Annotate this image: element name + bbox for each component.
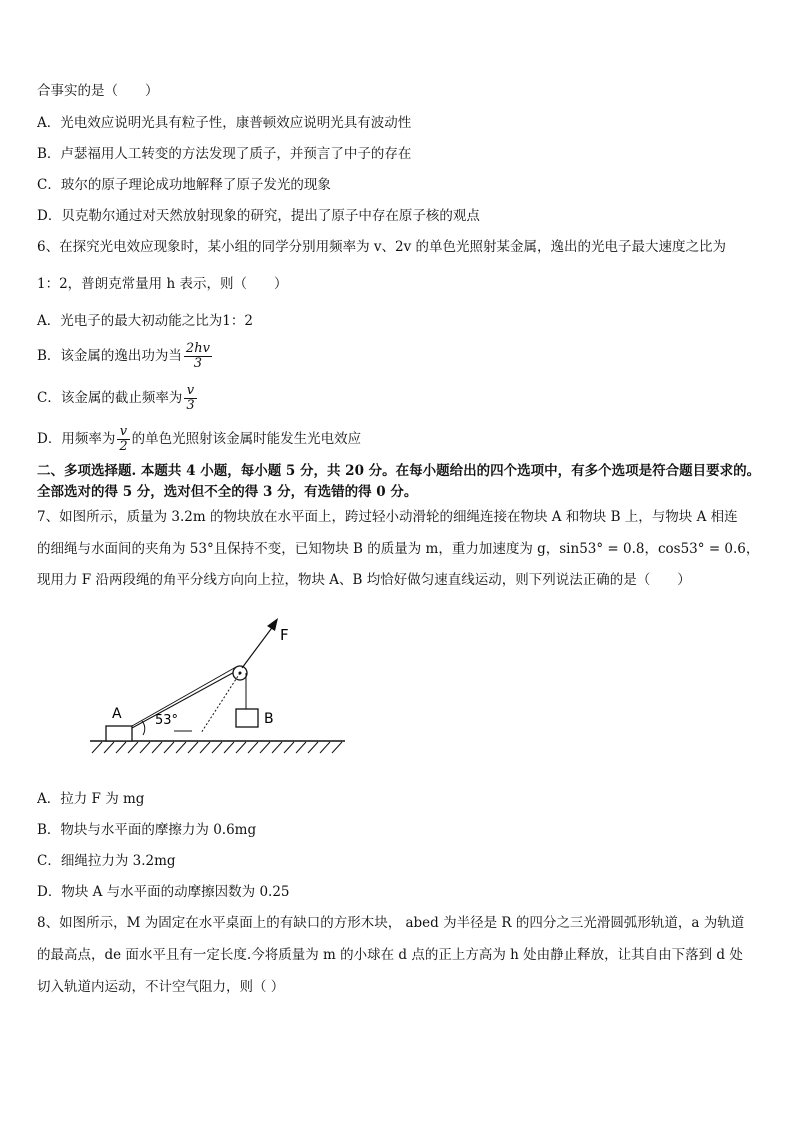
fraction-numerator: v [184, 384, 196, 399]
label-b: B [264, 711, 274, 727]
q6-option-d-fraction [117, 425, 129, 454]
q7-option-b: B．物块与水平面的摩擦力为 0.6mg [37, 822, 257, 838]
q8-stem-line3: 切入轨道内运动，不计空气阻力，则（ ） [37, 979, 285, 995]
q7-option-d: D．物块 A 与水平面的动摩擦因数为 0.25 [37, 884, 290, 900]
rope-segment-a-lower [132, 669, 240, 728]
q7-pulley-diagram [70, 605, 360, 765]
q6-option-c-fraction [184, 384, 196, 413]
section2-heading-line1: 二、多项选择题. 本题共 4 小题，每小题 5 分，共 20 分。在每小题给出的四个选项中，有多个选项是符合题目要求的。 [37, 463, 761, 479]
q8-stem-line2: 的最高点，de 面水平且有一定长度.今将质量为 m 的小球在 d 点的正上方高为 h 处由静止释放，让其自由下落到 d 处 [37, 947, 743, 963]
section2-heading-line2: 全部选对的得 5 分，选对但不全的得 3 分，有选错的得 0 分。 [37, 484, 418, 500]
q5-option-d: D．贝克勒尔通过对天然放射现象的研究，提出了原子中存在原子核的观点 [37, 208, 480, 224]
q6-stem-line1: 6、在探究光电效应现象时，某小组的同学分别用频率为 v、2v 的单色光照射某金属，逸出的光电子最大速度之比为 [37, 239, 727, 255]
q6-option-a: A．光电子的最大初动能之比为1：2 [37, 313, 253, 329]
force-f-arrowhead [267, 618, 278, 631]
bisector-dashed-line [201, 673, 240, 733]
q6-option-d [37, 425, 361, 454]
q5-option-c: C．玻尔的原子理论成功地解释了原子发光的现象 [37, 177, 331, 193]
q8-stem-line1: 8、如图所示，M 为固定在水平桌面上的有缺口的方形木块， abed 为半径是 R 的四分之三光滑圆弧形轨道，a 为轨道 [37, 915, 745, 931]
fraction-denominator: 3 [193, 356, 203, 371]
q6-option-b [37, 342, 214, 371]
q6-option-b-fraction [184, 342, 212, 371]
q7-option-c: C．细绳拉力为 3.2mg [37, 853, 176, 869]
q6-option-c-text: C．该金属的截止频率为 [37, 390, 183, 406]
fraction-numerator: 2hv [185, 341, 210, 356]
label-a: A [112, 706, 122, 722]
q7-option-a: A．拉力 F 为 mg [37, 791, 145, 807]
q6-option-c [37, 384, 199, 413]
fraction-denominator: 2 [119, 439, 128, 454]
fraction-denominator: 3 [186, 398, 195, 413]
force-f-line [242, 625, 274, 668]
q6-option-d-suffix: 的单色光照射该金属时能发生光电效应 [131, 431, 362, 447]
q6-option-b-text: B．该金属的逸出功为当 [37, 348, 182, 364]
label-f: F [280, 626, 289, 644]
q6-stem-line2: 1：2，普朗克常量用 h 表示，则（ ） [37, 276, 288, 292]
block-a [106, 726, 132, 741]
q7-stem-line3: 现用力 F 沿两段绳的角平分线方向向上拉，物块 A、B 均恰好做匀速直线运动，则下列说法正确的是（ ） [37, 572, 691, 588]
q7-stem-line2: 的细绳与水面间的夹角为 53°且保持不变，已知物块 B 的质量为 m，重力加速度为 g，sin53° = 0.8，cos53° = 0.6， [37, 541, 760, 557]
q5-option-a: A．光电效应说明光具有粒子性，康普顿效应说明光具有波动性 [37, 115, 412, 131]
ground-hatching [92, 742, 342, 753]
q6-option-d-text: D．用频率为 [37, 431, 116, 447]
fraction-numerator: v [117, 425, 129, 440]
rope-segment-a [132, 667, 236, 726]
q5-stem-tail: 合事实的是（ ） [37, 83, 159, 99]
q5-option-b: B．卢瑟福用人工转变的方法发现了质子，并预言了中子的存在 [37, 146, 412, 162]
block-b [236, 709, 258, 727]
angle-label: 53° [155, 713, 179, 728]
angle-arc [142, 721, 145, 735]
q7-stem-line1: 7、如图所示，质量为 3.2m 的物块放在水平面上，跨过轻小动滑轮的细绳连接在物块 A 和物块 B 上，与物块 A 相连 [37, 509, 738, 525]
